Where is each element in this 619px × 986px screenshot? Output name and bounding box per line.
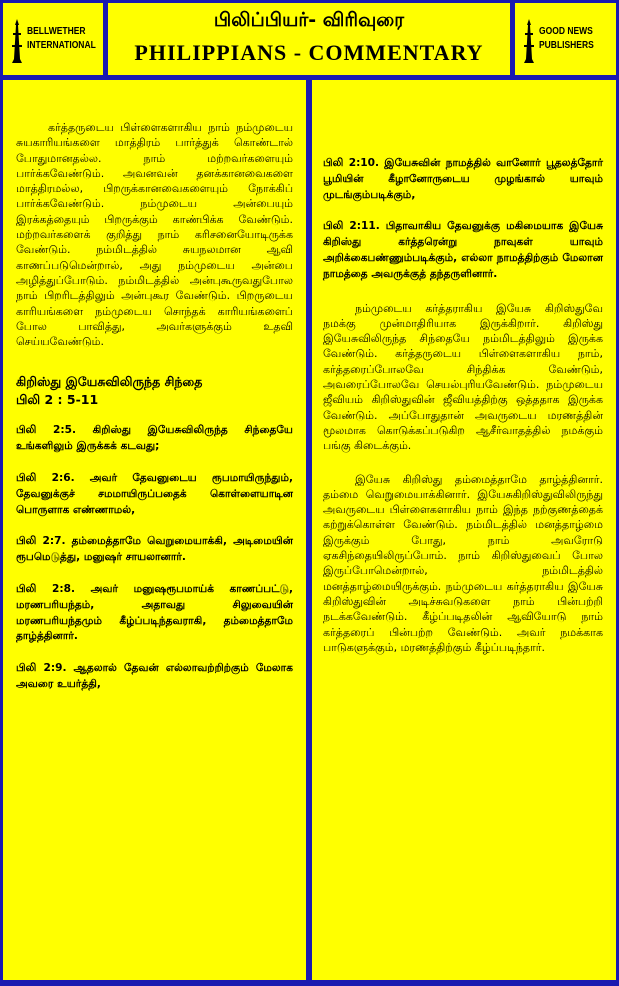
verse: பிலி 2:10. இயேசுவின் நாமத்தில் வானோர் பூதலத்தோர் பூமியின் கீழானோருடைய முழங்கால் யாவும் முடங்கும்படிக்கும், [323, 157, 603, 201]
good-news-logo-text [539, 25, 594, 53]
commentary-paragraph: நம்முடைய கர்த்தராகிய இயேசு கிறிஸ்துவே நமக்கு முன்மாதிரியாக இருக்கிறார். கிறிஸ்து இயேசுவிலிருந்த சிந்தையே நம்மிடத்திலும் இருக்க வேண்டும். கர்த்தருடைய பிள்ளைகளாகிய நாம், கர்த்தரைப்போலவே சிந்திக்க வேண்டும், அவரைப்போலவே செயல்புரியவேண்டும். நம்முடைய ஜீவியம் கிறிஸ்துவின் ஜீவியத்திற்கு ஒத்ததாக இருக்க வேண்டும். அப்போதுதான் அவருடைய மரணத்தின் மூலமாக கொடுக்கப்படுகிற ஆசீர்வாதத்தில் நமக்கும் பங்கு கிடைக்கும். [323, 301, 603, 453]
section-reference: பிலி 2 : 5-11 [16, 392, 99, 408]
logo-line-2: INTERNATIONAL [27, 40, 96, 51]
good-news-logo-box [515, 3, 616, 75]
logo-line-1: GOOD NEWS [539, 26, 593, 37]
logo-line-2: PUBLISHERS [539, 40, 594, 51]
right-column [312, 80, 616, 980]
bellwether-logo [9, 19, 99, 63]
commentary-paragraph: இயேசு கிறிஸ்து தம்மைத்தாமே தாழ்த்தினார். தம்மை வெறுமையாக்கினார். இயேசுகிறிஸ்துவிலிருந்து அவருடைய பிள்ளைகளாகிய நாம் இந்த நற்குணத்தைக் கற்றுக்கொள்ள வேண்டும். நம்மிடத்தில் மனத்தாழ்மை இருக்கும் போது, நாம் அவரோடு ஏகசிந்தையிலிருப்போம். நாம் கிறிஸ்துவைப் போல இருப்போமென்றால், நம்மிடத்தில் மனத்தாழ்மையிருக்கும். நம்முடைய கர்த்தராகிய இயேசு கிறிஸ்துவின் அடிச்சுவடுகளை நாம் பின்பற்றி நடக்கவேண்டும். கீழ்ப்படிதலின் ஆவியோடு நாம் கர்த்தரைப் பின்பற்ற வேண்டும். அவர் நமக்காக பாடுகளுக்கும், மரணத்திற்கும் கீழ்ப்படிந்தார். [323, 472, 603, 654]
bellwether-logo-box [3, 3, 103, 75]
english-title: PHILIPPIANS - COMMENTARY [134, 40, 484, 65]
tamil-title: பிலிப்பியர்- விரிவுரை [213, 9, 405, 31]
tower-icon [523, 19, 535, 63]
verse: பிலி 2:6. அவர் தேவனுடைய ரூபமாயிருந்தும், தேவனுக்குச் சமமாயிருப்பதைக் கொள்ளையாடின பொருளாக எண்ணாமல், [16, 472, 293, 516]
tower-icon [11, 19, 23, 63]
title-box [108, 3, 510, 75]
left-column [3, 80, 306, 980]
logo-line-1: BELLWETHER [27, 26, 86, 37]
good-news-logo [521, 19, 611, 63]
section-heading: கிறிஸ்து இயேசுவிலிருந்த சிந்தை [16, 374, 203, 390]
verse: பிலி 2:5. கிறிஸ்து இயேசுவிலிருந்த சிந்தையே உங்களிலும் இருக்கக் கடவது; [16, 424, 293, 453]
verse: பிலி 2:11. பிதாவாகிய தேவனுக்கு மகிமையாக இயேசு கிறிஸ்து கர்த்தரென்று நாவுகள் யாவும் அறிக்கைபண்ணும்படிக்கும், எல்லா நாமத்திற்கும் மேலான நாமத்தை அவருக்குத் தந்தருளினார். [323, 220, 603, 280]
verse: பிலி 2:7. தம்மைத்தாமே வெறுமையாக்கி, அடிமையின் ரூபமெடுத்து, மனுஷர் சாயலானார். [16, 535, 293, 564]
intro-paragraph: கர்த்தருடைய பிள்ளைகளாகிய நாம் நம்முடைய சுயகாரியங்களை மாத்திரம் பார்த்துக் கொண்டால் போதுமானதல்ல. நாம் மற்றவர்களையும் பார்க்கவேண்டும். அவனவன் தனக்கானவைகளை மாத்திரமல்ல, பிறருக்கானவைகளையும் நோக்கிப் பார்க்கவேண்டும். நம்முடைய அன்பையும் இரக்கத்தையும் பிறருக்கும் காண்பிக்க வேண்டும். மற்றவர்களைக் குறித்து நாம் கரிசனையோடிருக்க வேண்டும். நம்மிடத்தில் சுயநலமான ஆவி காணப்படுமென்றால், அது நம்முடைய அன்பை அழித்துப்போடும். நம்மிடத்தில் அன்புகூருவதுபோல நாம் பிறரிடத்திலும் அன்புகூர வேண்டும். பிறருடைய காரியங்களை நம்முடைய சொந்தக் காரியங்களைப் போல பாவித்து, அவர்களுக்கும் உதவி செய்யவேண்டும். [16, 121, 293, 349]
verse: பிலி 2:8. அவர் மனுஷரூபமாய்க் காணப்பட்டு, மரணபரியந்தம், அதாவது சிலுவையின் மரணபரியந்தமும் கீழ்ப்படிந்தவராகி, தம்மைத்தாமே தாழ்த்தினார். [16, 583, 293, 643]
bellwether-logo-text [27, 25, 96, 53]
verse: பிலி 2:9. ஆதலால் தேவன் எல்லாவற்றிற்கும் மேலாக அவரை உயர்த்தி, [16, 662, 293, 691]
